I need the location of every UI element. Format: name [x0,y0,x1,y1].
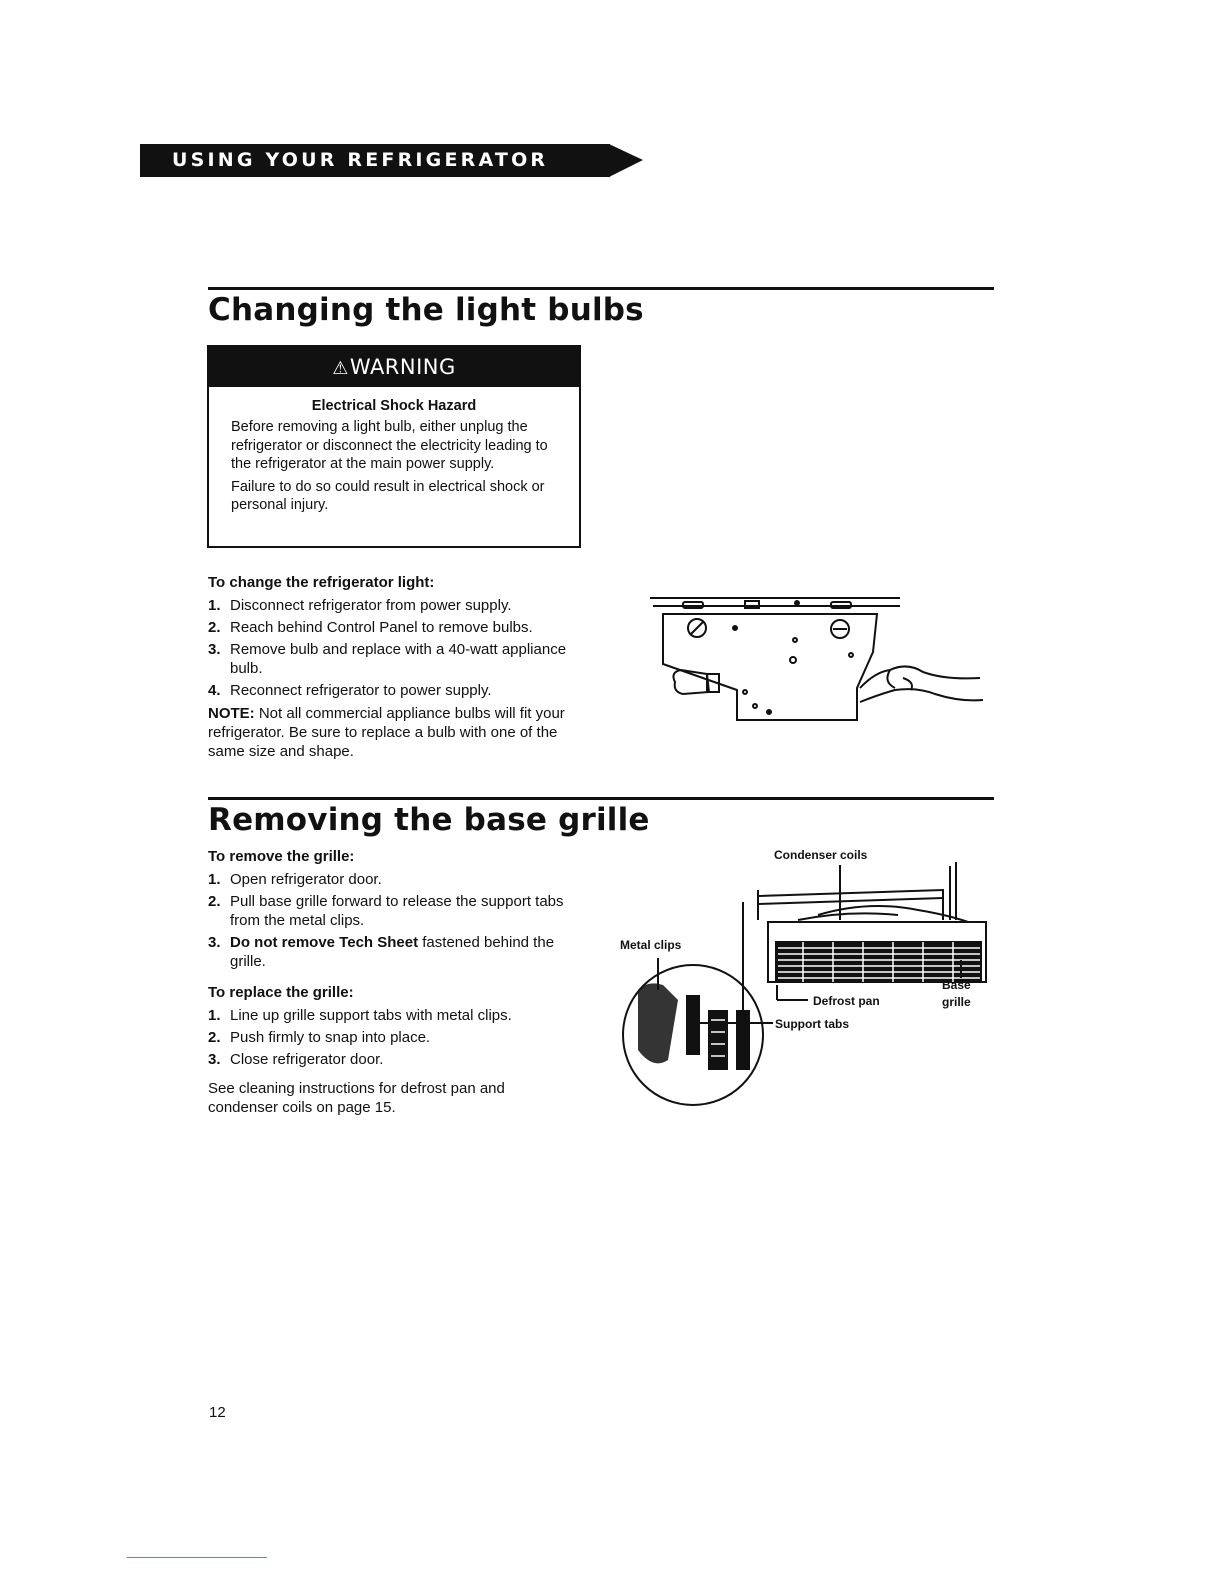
step-text: Push firmly to snap into place. [230,1029,431,1046]
step-number: 2. [208,1029,221,1046]
warning-paragraph-1: Before removing a light bulb, either unplug the refrigerator or disconnect the electricity leading to the refrigerator at the main power supply. [231,419,548,472]
step-number: 3. [208,934,221,951]
base-grille-illustration [618,860,990,1110]
list-item [208,892,588,930]
list-item [208,1028,588,1047]
step-text: Open refrigerator door. [230,871,382,888]
warning-box [207,345,581,548]
condenser-coils-label: Condenser coils [774,848,868,862]
list-item [208,681,580,700]
light-instructions-lead: To change the refrigerator light: [208,574,435,591]
light-instructions [208,573,580,761]
step-number: 3. [208,1051,221,1068]
remove-grille-lead: To remove the grille: [208,848,355,865]
list-item [208,1050,588,1069]
replace-steps-list [208,1006,588,1069]
step-text: fastened behind the grille. [230,934,555,970]
remove-steps-list [208,870,588,971]
grille-instructions [208,847,588,1117]
light-steps-list [208,596,580,700]
step-number: 2. [208,619,221,636]
replace-grille-lead: To replace the grille: [208,984,354,1001]
step-number: 3. [208,641,221,658]
step-text: Close refrigerator door. [230,1051,384,1068]
section-title-base-grille: Removing the base grille [208,802,650,838]
step-number: 4. [208,682,221,699]
list-item [208,933,588,971]
banner-arrow-icon [609,144,643,177]
base-label: Base [942,978,971,992]
step-text: Reach behind Control Panel to remove bulbs. [230,619,533,636]
section-rule [208,287,994,290]
section-banner: USING YOUR REFRIGERATOR [140,144,610,177]
step-text: Pull base grille forward to release the support tabs from the metal clips. [230,893,564,929]
step-number: 2. [208,893,221,910]
metal-clips-label: Metal clips [620,938,682,952]
defrost-pan-label: Defrost pan [813,994,880,1008]
step-number: 1. [208,871,221,888]
page-number: 12 [209,1404,226,1421]
support-tabs-label: Support tabs [775,1017,849,1031]
step-text-emphasis: Do not remove Tech Sheet [230,934,419,951]
warning-triangle-icon: ⚠ [332,358,349,379]
list-item [208,640,580,678]
control-panel-illustration [645,592,990,732]
list-item [208,596,580,615]
cleaning-reference: See cleaning instructions for defrost pan and condenser coils on page 15. [208,1080,505,1116]
warning-subtitle: Electrical Shock Hazard [311,398,477,414]
footer-line [127,1557,267,1558]
list-item [208,618,580,637]
step-number: 1. [208,597,221,614]
list-item [208,1006,588,1025]
section-title-light-bulbs: Changing the light bulbs [208,292,644,328]
warning-label: WARNING [349,355,456,379]
list-item [208,870,588,889]
grille-label: grille [942,995,971,1009]
note-text: Not all commercial appliance bulbs will fit your refrigerator. Be sure to replace a bulb with one of the same size and shape. [208,705,565,760]
warning-paragraph-2: Failure to do so could result in electrical shock or personal injury. [231,478,545,513]
warning-header [209,347,579,387]
step-text: Reconnect refrigerator to power supply. [230,682,492,699]
step-text: Line up grille support tabs with metal clips. [230,1007,512,1024]
light-note [208,704,580,761]
section-rule [208,797,994,800]
step-text: Disconnect refrigerator from power supply. [230,597,512,614]
step-number: 1. [208,1007,221,1024]
step-text: Remove bulb and replace with a 40-watt appliance bulb. [230,641,567,677]
note-label: NOTE: [208,705,255,722]
